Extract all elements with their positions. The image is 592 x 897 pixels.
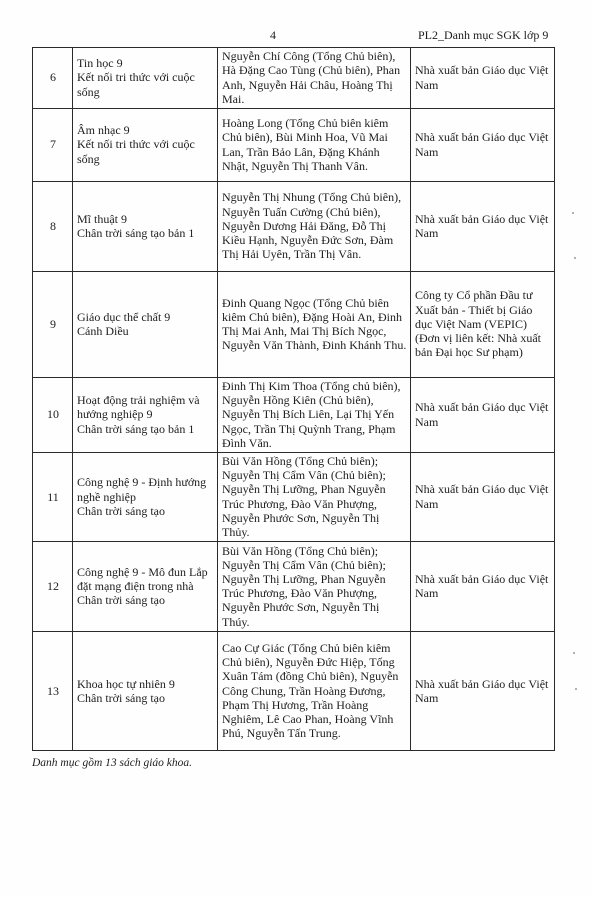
scan-speck [574,257,576,259]
book-series-line: Kết nối tri thức với cuộc sống [77,137,195,166]
book-authors: Bùi Văn Hồng (Tổng Chủ biên); Nguyễn Thị Cẩm Vân (Chủ biên); Nguyễn Thị Lưỡng, Phan Nguyễn Trúc Phương, Đào Văn Phượng, Nguyễn Phước Sơn, Nguyễn Thị Thúy. [218,542,411,632]
row-number: 9 [33,272,73,378]
book-publisher: Nhà xuất bản Giáo dục Việt Nam [411,453,555,542]
scan-speck [573,652,575,654]
table-row [33,378,555,453]
table-row [33,272,555,378]
book-authors: Nguyễn Chí Công (Tổng Chủ biên), Hà Đặng Cao Tùng (Chủ biên), Phan Anh, Nguyễn Hải Châu, Hoàng Thị Mai. [218,48,411,109]
book-series-line: Chân trời sáng tạo bản 1 [77,226,195,240]
scan-speck [575,688,577,690]
book-publisher: Nhà xuất bản Giáo dục Việt Nam [411,378,555,453]
row-number: 13 [33,632,73,751]
book-series-line: Chân trời sáng tạo [77,690,165,705]
page-number: 4 [270,28,276,42]
book-title [73,632,218,751]
book-title-line: Tin học 9 [77,56,123,71]
row-number: 12 [33,542,73,632]
book-authors: Bùi Văn Hồng (Tổng Chủ biên); Nguyễn Thị Cẩm Vân (Chủ biên); Nguyễn Thị Lưỡng, Phan Nguyễn Trúc Phương, Đào Văn Phượng, Nguyễn Phước Sơn, Nguyễn Thị Thủy. [218,453,411,542]
book-series-line: Chân trời sáng tạo [77,503,165,518]
book-title-line: Công nghệ 9 - Định hướng nghề nghiệp [77,475,207,504]
book-title-line: Công nghệ 9 - Mô đun Lắp đặt mạng điện trong nhà [77,564,208,594]
row-number: 8 [33,182,73,272]
book-publisher: Nhà xuất bản Giáo dục Việt Nam [411,542,555,632]
row-number: 6 [33,48,73,109]
book-publisher: Nhà xuất bản Giáo dục Việt Nam [411,109,555,182]
catalog-footnote: Danh mục gồm 13 sách giáo khoa. [32,757,193,769]
book-authors: Đinh Thị Kim Thoa (Tổng chủ biên), Nguyễn Hồng Kiên (Chủ biên), Nguyễn Thị Bích Liên, Lại Thị Yến Ngọc, Trần Thị Quỳnh Trang, Phạm Đình Văn. [218,378,411,453]
book-title [73,272,218,378]
book-title-line: Giáo dục thể chất 9 [77,309,171,324]
book-authors: Cao Cự Giác (Tổng Chủ biên kiêm Chủ biên), Nguyễn Đức Hiệp, Tống Xuân Tám (đồng Chủ biên), Nguyễn Công Chung, Trần Hoàng Đương, Phạm Thị Hương, Trần Hoàng Nghiêm, Lê Cao Phan, Hoàng Vĩnh Phú, Nguyễn Tấn Trung. [218,632,411,751]
row-number: 7 [33,109,73,182]
book-series-line: Kết nối tri thức với cuộc sống [77,70,195,99]
book-title [73,542,218,632]
table-row [33,48,555,109]
book-publisher: Nhà xuất bản Giáo dục Việt Nam [411,632,555,751]
book-title [73,48,218,109]
table-row [33,542,555,632]
book-title [73,453,218,542]
table-row [33,453,555,542]
table-row [33,182,555,272]
book-title-line: Khoa học tự nhiên 9 [77,676,175,691]
book-series-line: Chân trời sáng tạo bản 1 [77,421,195,436]
book-title-line: Mĩ thuật 9 [77,211,127,226]
scan-speck [572,212,574,214]
row-number: 11 [33,453,73,542]
book-authors: Nguyễn Thị Nhung (Tổng Chủ biên), Nguyễn Tuấn Cường (Chủ biên), Nguyễn Dương Hải Đăng, Đỗ Thị Kiều Hạnh, Nguyễn Đức Sơn, Đàm Thị Hải Uyên, Trần Thị Vân. [218,182,411,272]
textbook-catalog-table [32,47,555,751]
book-title [73,378,218,453]
book-publisher: Nhà xuất bản Giáo dục Việt Nam [411,48,555,109]
document-reference: PL2_Danh mục SGK lớp 9 [418,28,549,42]
book-authors: Hoàng Long (Tổng Chủ biên kiêm Chủ biên), Bùi Minh Hoa, Vũ Mai Lan, Trần Bảo Lân, Đặng Khánh Nhật, Nguyễn Thị Thanh Vân. [218,109,411,182]
row-number: 10 [33,378,73,453]
book-publisher: Công ty Cổ phần Đầu tư Xuất bản - Thiết bị Giáo dục Việt Nam (VEPIC) (Đơn vị liên kết: Nhà xuất bản Đại học Sư phạm) [411,272,555,378]
book-title-line: Hoạt động trải nghiệm và hướng nghiệp 9 [77,393,200,422]
book-series-line: Chân trời sáng tạo [77,593,165,608]
book-title-line: Âm nhạc 9 [77,123,130,138]
book-series-line: Cánh Diều [77,324,129,338]
book-title [73,109,218,182]
table-row [33,109,555,182]
table-row [33,632,555,751]
book-title [73,182,218,272]
book-publisher: Nhà xuất bản Giáo dục Việt Nam [411,182,555,272]
book-authors: Đinh Quang Ngọc (Tổng Chủ biên kiêm Chủ biên), Đặng Hoài An, Đinh Thị Mai Anh, Mai Thị Bích Ngọc, Nguyễn Văn Thành, Đinh Khánh Thu. [218,272,411,378]
